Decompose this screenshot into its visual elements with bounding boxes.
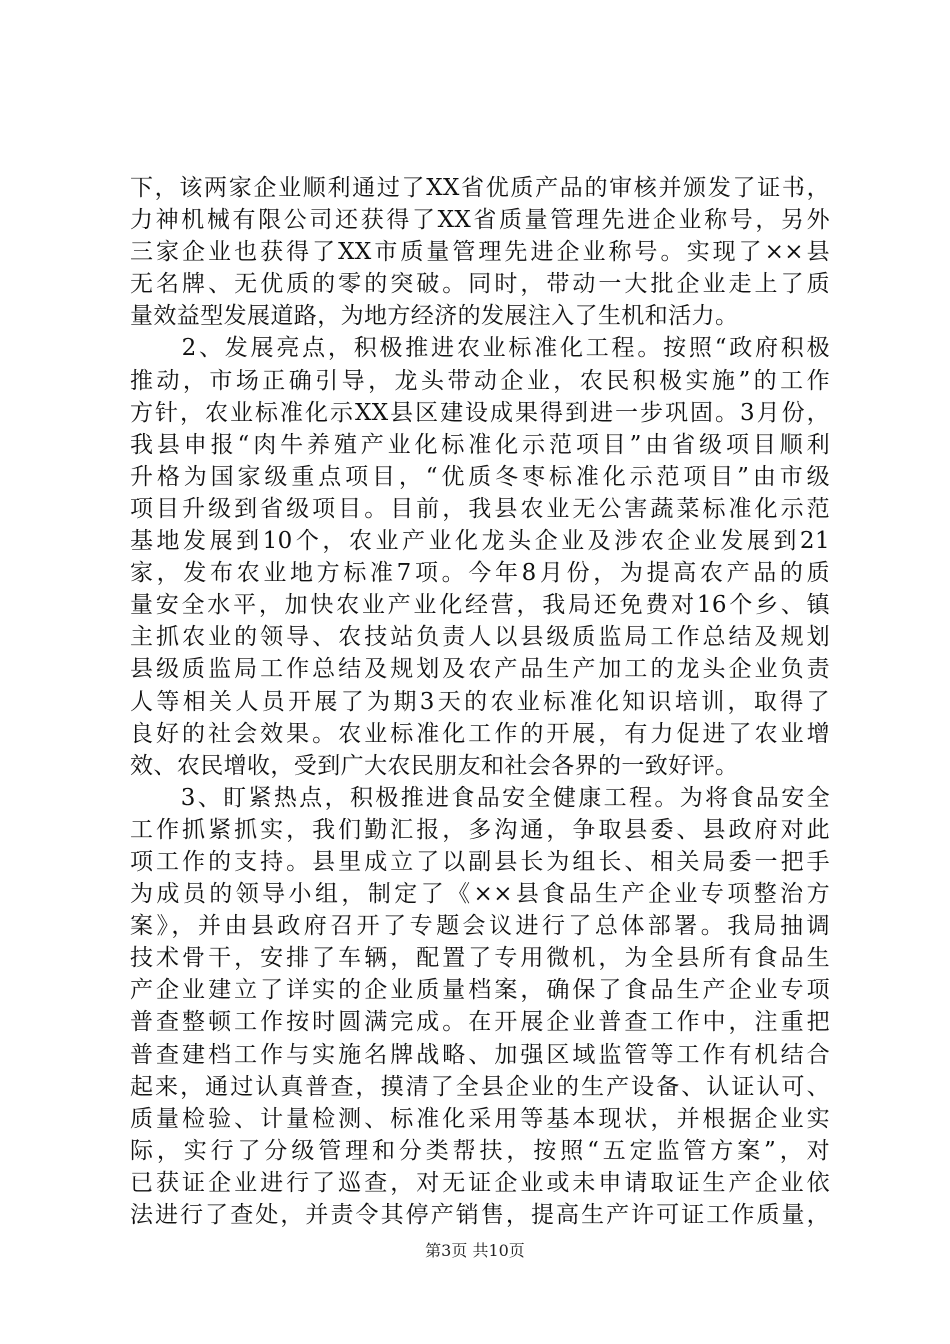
text-line: 起来，通过认真普查，摸清了全县企业的生产设备、认证认可、 (130, 1073, 830, 1100)
text-line: 我县申报“肉牛养殖产业化标准化示范项目”由省级项目顺利 (130, 431, 830, 458)
text-line: 2、发展亮点，积极推进农业标准化工程。按照“政府积极 (130, 335, 830, 362)
text-line: 项目升级到省级项目。目前，我县农业无公害蔬菜标准化示范 (130, 495, 830, 522)
text-line: 三家企业也获得了XX市质量管理先进企业称号。实现了××县 (130, 239, 830, 266)
text-line: 人等相关人员开展了为期3天的农业标准化知识培训，取得了 (130, 688, 830, 715)
text-line: 力神机械有限公司还获得了XX省质量管理先进企业称号，另外 (130, 207, 830, 234)
text-line: 下，该两家企业顺利通过了XX省优质产品的审核并颁发了证书， (130, 175, 830, 201)
text-line: 效、农民增收，受到广大农民朋友和社会各界的一致好评。 (130, 752, 739, 779)
text-line: 为成员的领导小组，制定了《××县食品生产企业专项整治方 (130, 881, 830, 908)
text-line: 项工作的支持。县里成立了以副县长为组长、相关局委一把手 (130, 848, 830, 875)
text-line: 际，实行了分级管理和分类帮扶，按照“五定监管方案”，对 (130, 1137, 830, 1164)
text-line: 3、盯紧热点，积极推进食品安全健康工程。为将食品安全 (130, 784, 830, 811)
text-line: 已获证企业进行了巡查，对无证企业或未申请取证生产企业依 (130, 1169, 830, 1196)
text-line: 无名牌、无优质的零的突破。同时，带动一大批企业走上了质 (130, 271, 830, 298)
text-line: 技术骨干，安排了车辆，配置了专用微机，为全县所有食品生 (130, 945, 830, 972)
text-line: 升格为国家级重点项目，“优质冬枣标准化示范项目”由市级 (130, 463, 830, 490)
text-line: 量安全水平，加快农业产业化经营，我局还免费对16个乡、镇 (130, 592, 830, 619)
text-line: 普查建档工作与实施名牌战略、加强区域监管等工作有机结合 (130, 1041, 830, 1068)
page-number-footer: 第3页 共10页 (425, 1241, 525, 1260)
text-line: 家，发布农业地方标准7项。今年8月份，为提高农产品的质 (130, 560, 830, 587)
text-line: 推动，市场正确引导，龙头带动企业，农民积极实施”的工作 (130, 367, 830, 394)
text-line: 县级质监局工作总结及规划及农产品生产加工的龙头企业负责 (130, 656, 830, 683)
text-line: 法进行了查处，并责令其停产销售，提高生产许可证工作质量， (130, 1202, 830, 1228)
text-line: 案》，并由县政府召开了专题会议进行了总体部署。我局抽调 (130, 913, 830, 940)
text-line: 良好的社会效果。农业标准化工作的开展，有力促进了农业增 (130, 720, 830, 747)
text-line: 量效益型发展道路，为地方经济的发展注入了生机和活力。 (130, 303, 739, 330)
text-line: 基地发展到10个，农业产业化龙头企业及涉农企业发展到21 (130, 528, 830, 555)
text-line: 方针，农业标准化示XX县区建设成果得到进一步巩固。3月份， (130, 399, 830, 426)
text-line: 普查整顿工作按时圆满完成。在开展企业普查工作中，注重把 (130, 1009, 830, 1036)
text-line: 质量检验、计量检测、标准化采用等基本现状，并根据企业实 (130, 1105, 830, 1132)
text-line: 工作抓紧抓实，我们勤汇报，多沟通，争取县委、县政府对此 (130, 816, 830, 843)
text-line: 主抓农业的领导、农技站负责人以县级质监局工作总结及规划 (130, 624, 830, 651)
body-text (130, 172, 830, 1231)
text-line: 产企业建立了详实的企业质量档案，确保了食品生产企业专项 (130, 977, 830, 1004)
